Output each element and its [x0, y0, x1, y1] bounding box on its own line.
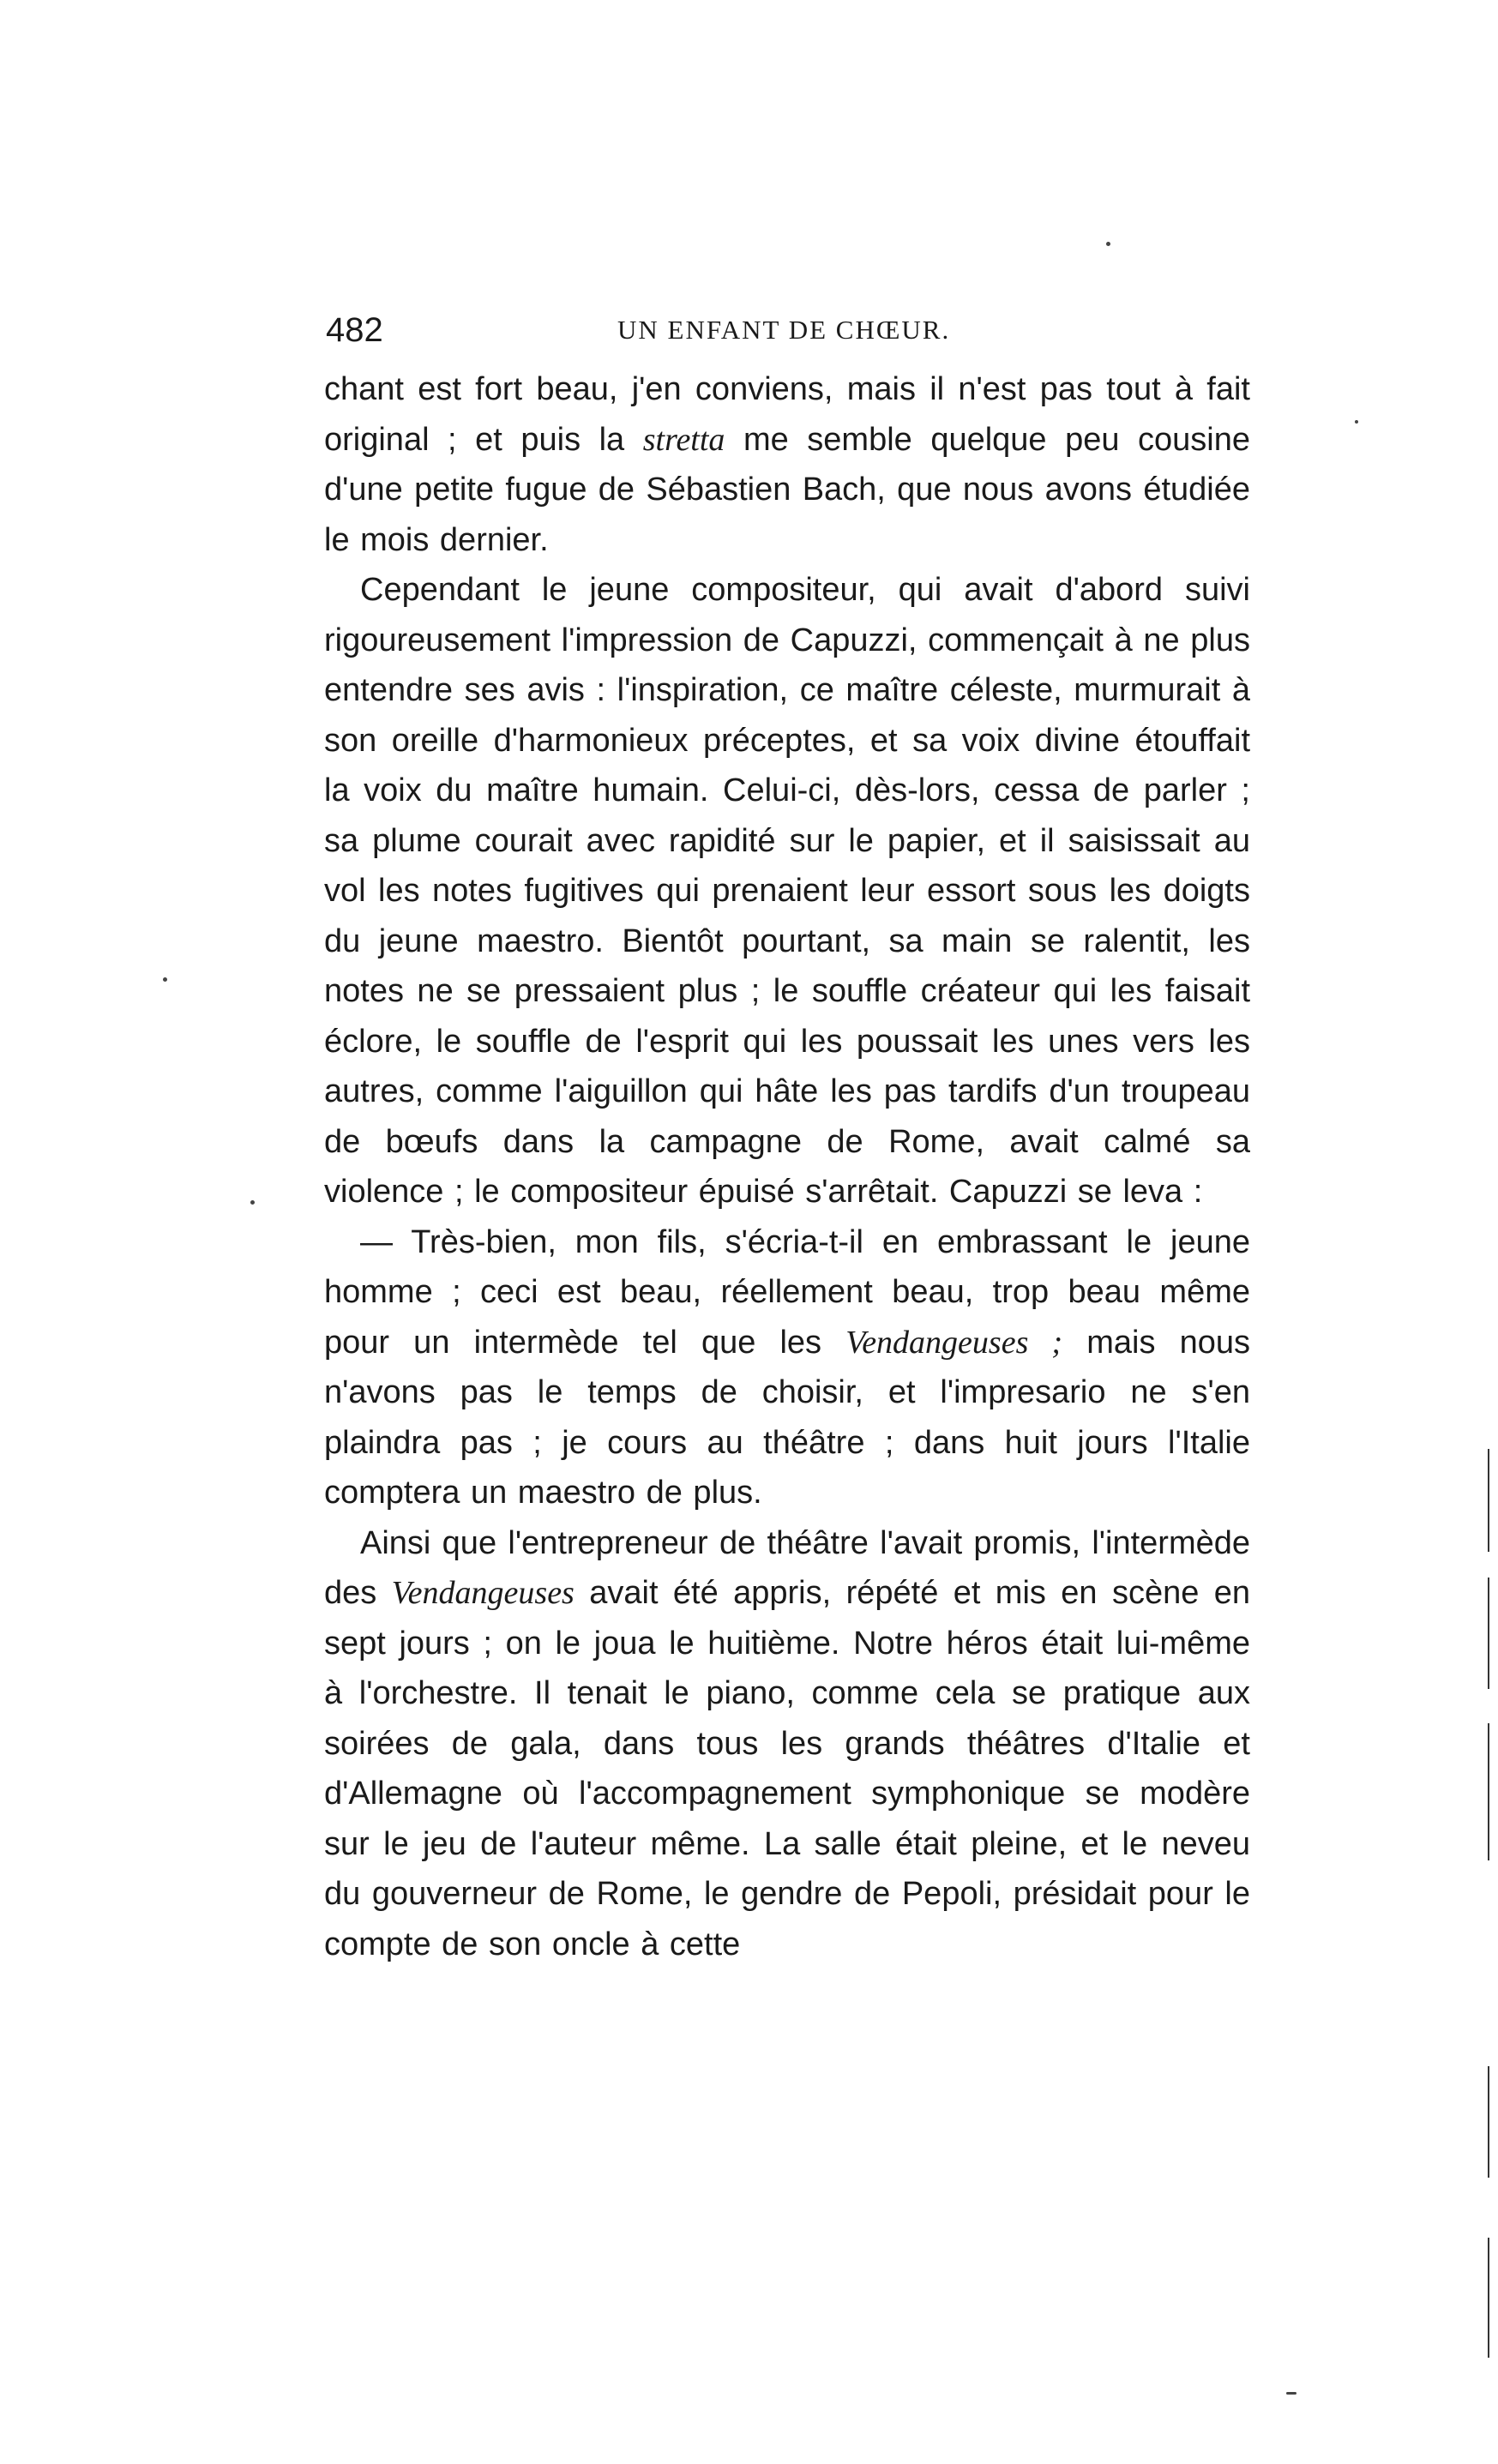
- scan-margin-line: [1488, 1723, 1489, 1860]
- scan-speck: [1106, 242, 1110, 246]
- paragraph-1-text: chant est fort beau, j'en conviens, mais il n'est pas tout à fait original ; et puis la: [324, 371, 1250, 458]
- scan-speck: [1355, 420, 1358, 424]
- scan-margin-line: [1488, 2066, 1489, 2178]
- scan-speck: [1286, 2392, 1296, 2395]
- paragraph-1-italic: stretta: [642, 421, 725, 458]
- scan-margin-line: [1488, 2238, 1489, 2358]
- paragraph-1-rest: me semble quelque peu cousine d'une petite fugue de Sébastien Bach, que nous avons étudiée le mois dernier.: [324, 421, 1251, 558]
- paragraph-4-text: Ainsi que l'entrepreneur de théâtre l'avait promis, l'intermède des: [324, 1524, 1250, 1611]
- paragraph-4-italic: Vendangeuses: [391, 1575, 575, 1611]
- paragraph-4-rest: avait été appris, répété et mis en scène en sept jours ; on le joua le huitième. Notre héros était lui-même à l'orchestre. Il tenait le piano, comme cela se pratique aux soirées de gala, dans tous les grands théâtres d'Italie et d'Allemagne où l'accompagnement symphonique se modère sur le jeu de l'auteur même. La salle était pleine, et le neveu du gouverneur de Rome, le gendre de Pepoli, présidait pour le compte de son oncle à cette: [324, 1575, 1251, 1962]
- paragraph-3-rest: mais nous n'avons pas le temps de choisir, et l'impresario ne s'en plaindra pas ; je cours au théâtre ; dans huit jours l'Italie comptera un maestro de plus.: [324, 1324, 1250, 1511]
- body-text: [324, 364, 1250, 1969]
- paragraph-1: [324, 364, 1250, 565]
- paragraph-2: Cependant le jeune compositeur, qui avait d'abord suivi rigoureusement l'impression de Capuzzi, commençait à ne plus entendre ses avis : l'inspiration, ce maître céleste, murmurait à son oreille d'harmonieux préceptes, et sa voix divine étouffait la voix du maître humain. Celui-ci, dès-lors, cessa de parler ; sa plume courait avec rapidité sur le papier, et il saisissait au vol les notes fugitives qui prenaient leur essort sous les doigts du jeune maestro. Bientôt pourtant, sa main se ralentit, les notes ne se pressaient plus ; le souffle créateur qui les faisait éclore, le souffle de l'esprit qui les poussait les unes vers les autres, comme l'aiguillon qui hâte les pas tardifs d'un troupeau de bœufs dans la campagne de Rome, avait calmé sa violence ; le compositeur épuisé s'arrêtait. Capuzzi se leva :: [324, 572, 1250, 1210]
- page-number: 482: [326, 311, 383, 349]
- paragraph-3: [324, 1217, 1250, 1518]
- paragraph-3-italic: Vendangeuses ;: [845, 1324, 1063, 1361]
- running-title: UN ENFANT DE CHŒUR.: [617, 315, 951, 345]
- scan-margin-line: [1488, 1578, 1489, 1689]
- scan-speck: [163, 977, 167, 982]
- running-head: [326, 304, 1245, 356]
- scan-speck: [250, 1200, 255, 1205]
- paragraph-3-text: — Très-bien, mon fils, s'écria-t-il en embrassant le jeune homme ; ceci est beau, réellement beau, trop beau même pour un intermède tel que les: [324, 1223, 1250, 1361]
- scan-margin-line: [1488, 1449, 1489, 1552]
- paragraph-4: [324, 1518, 1250, 1970]
